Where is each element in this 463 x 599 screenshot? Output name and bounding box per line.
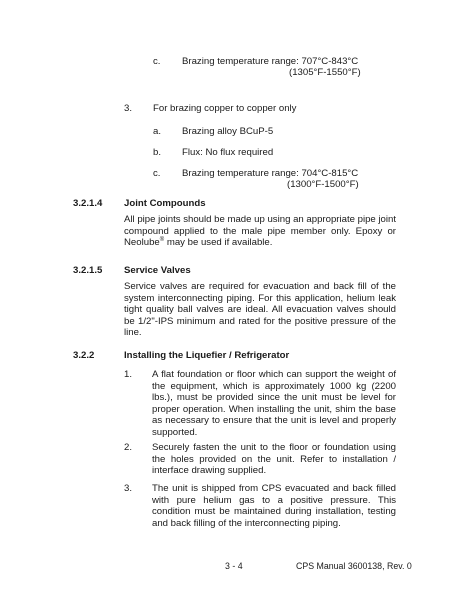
joint-compounds-paragraph: All pipe joints should be made up using an appropriate pipe joint compound applied to the male pipe member only. Epoxy or Neolube® may be used if available.	[124, 214, 397, 249]
manual-reference: CPS Manual 3600138, Rev. 0	[296, 561, 412, 571]
section-title: Installing the Liquefier / Refrigerator	[124, 350, 290, 361]
list-letter: c.	[153, 56, 161, 67]
list-number: 2.	[124, 442, 133, 453]
installing-step-1: A flat foundation or floor which can support the weight of the equipment, which is approximately 1000 kg (2200 lbs.), must be provided since the unit must be level for proper operation. When installing the unit, shim the base as necessary to ensure that the unit is level and properly supported.	[152, 369, 396, 438]
list-letter: a.	[153, 126, 162, 137]
brazing-temp-range: Brazing temperature range: 704°C-815°C	[182, 168, 359, 179]
list-item-title: For brazing copper to copper only	[153, 103, 297, 114]
list-number: 1.	[124, 369, 133, 380]
installing-step-3: The unit is shipped from CPS evacuated and back filled with pure helium gas to a positive pressure. This condition must be maintained during installation, testing and back filling of the interconnecting piping.	[152, 483, 396, 529]
service-valves-paragraph: Service valves are required for evacuation and back fill of the system interconnecting piping. For this application, helium leak tight quality ball valves are ideal. All evacuation valves should be 1/2"-IPS minimum and rated for the positive pressure of the line.	[124, 281, 396, 339]
list-letter: c.	[153, 168, 161, 179]
list-letter: b.	[153, 147, 162, 158]
brazing-temp-range-f: (1300°F-1500°F)	[287, 179, 359, 190]
section-title: Joint Compounds	[124, 198, 206, 209]
section-number: 3.2.1.4	[73, 198, 103, 209]
section-number: 3.2.1.5	[73, 265, 103, 276]
brazing-alloy: Brazing alloy BCuP-5	[182, 126, 274, 137]
brazing-temp-range-f: (1305°F-1550°F)	[289, 67, 361, 78]
list-number: 3.	[124, 483, 133, 494]
section-number: 3.2.2	[73, 350, 95, 361]
page-number: 3 - 4	[225, 561, 243, 571]
section-title: Service Valves	[124, 265, 191, 276]
list-number: 3.	[124, 103, 133, 114]
flux-note: Flux: No flux required	[182, 147, 274, 158]
installing-step-2: Securely fasten the unit to the floor or foundation using the holes provided on the unit. Refer to installation / interface drawing supplied.	[152, 442, 396, 477]
brazing-temp-range: Brazing temperature range: 707°C-843°C	[182, 56, 359, 67]
